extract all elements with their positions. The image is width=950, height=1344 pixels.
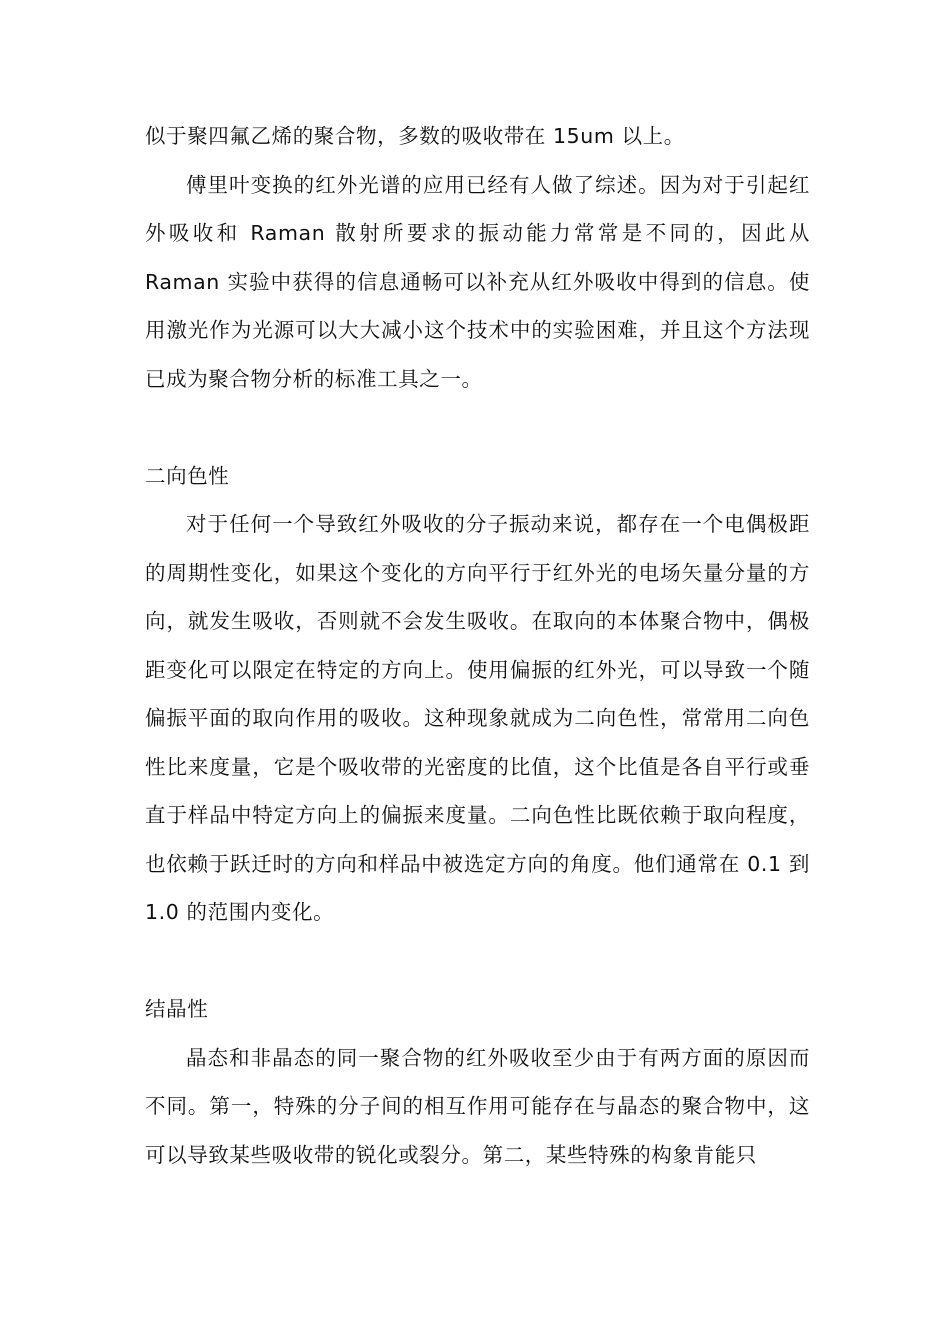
section-spacer xyxy=(145,937,810,986)
paragraph-continuation: 似于聚四氟乙烯的聚合物，多数的吸收带在 15um 以上。 xyxy=(145,124,685,148)
document-body xyxy=(145,112,810,1179)
section-heading-crystallinity: 结晶性 xyxy=(145,997,209,1021)
paragraph-crystallinity: 晶态和非晶态的同一聚合物的红外吸收至少由于有两方面的原因而不同。第一，特殊的分子间的相互作用可能存在与晶态的聚合物中，这可以导致某些吸收带的锐化或裂分。第二，某些特殊的构象肯能只 xyxy=(145,1045,810,1167)
paragraph-ftir: 傅里叶变换的红外光谱的应用已经有人做了综述。因为对于引起红外吸收和 Raman 散射所要求的振动能力常常是不同的，因此从 Raman 实验中获得的信息通畅可以补充从红外吸收中得到的信息。使用激光作为光源可以大大减小这个技术中的实验困难，并且这个方法现已成为聚合物分析的标准工具之一。 xyxy=(145,172,810,391)
section-heading-dichroism: 二向色性 xyxy=(145,463,230,488)
section-spacer xyxy=(145,403,810,452)
paragraph-dichroism: 对于任何一个导致红外吸收的分子振动来说，都存在一个电偶极距的周期性变化，如果这个变化的方向平行于红外光的电场矢量分量的方向，就发生吸收，否则就不会发生吸收。在取向的本体聚合物中，偶极距变化可以限定在特定的方向上。使用偏振的红外光，可以导致一个随偏振平面的取向作用的吸收。这种现象就成为二向色性，常常用二向色性比来度量，它是个吸收带的光密度的比值，这个比值是各自平行或垂直于样品中特定方向上的偏振来度量。二向色性比既依赖于取向程度，也依赖于跃迁时的方向和样品中被选定方向的角度。他们通常在 0.1 到 1.0 的范围内变化。 xyxy=(145,512,810,924)
